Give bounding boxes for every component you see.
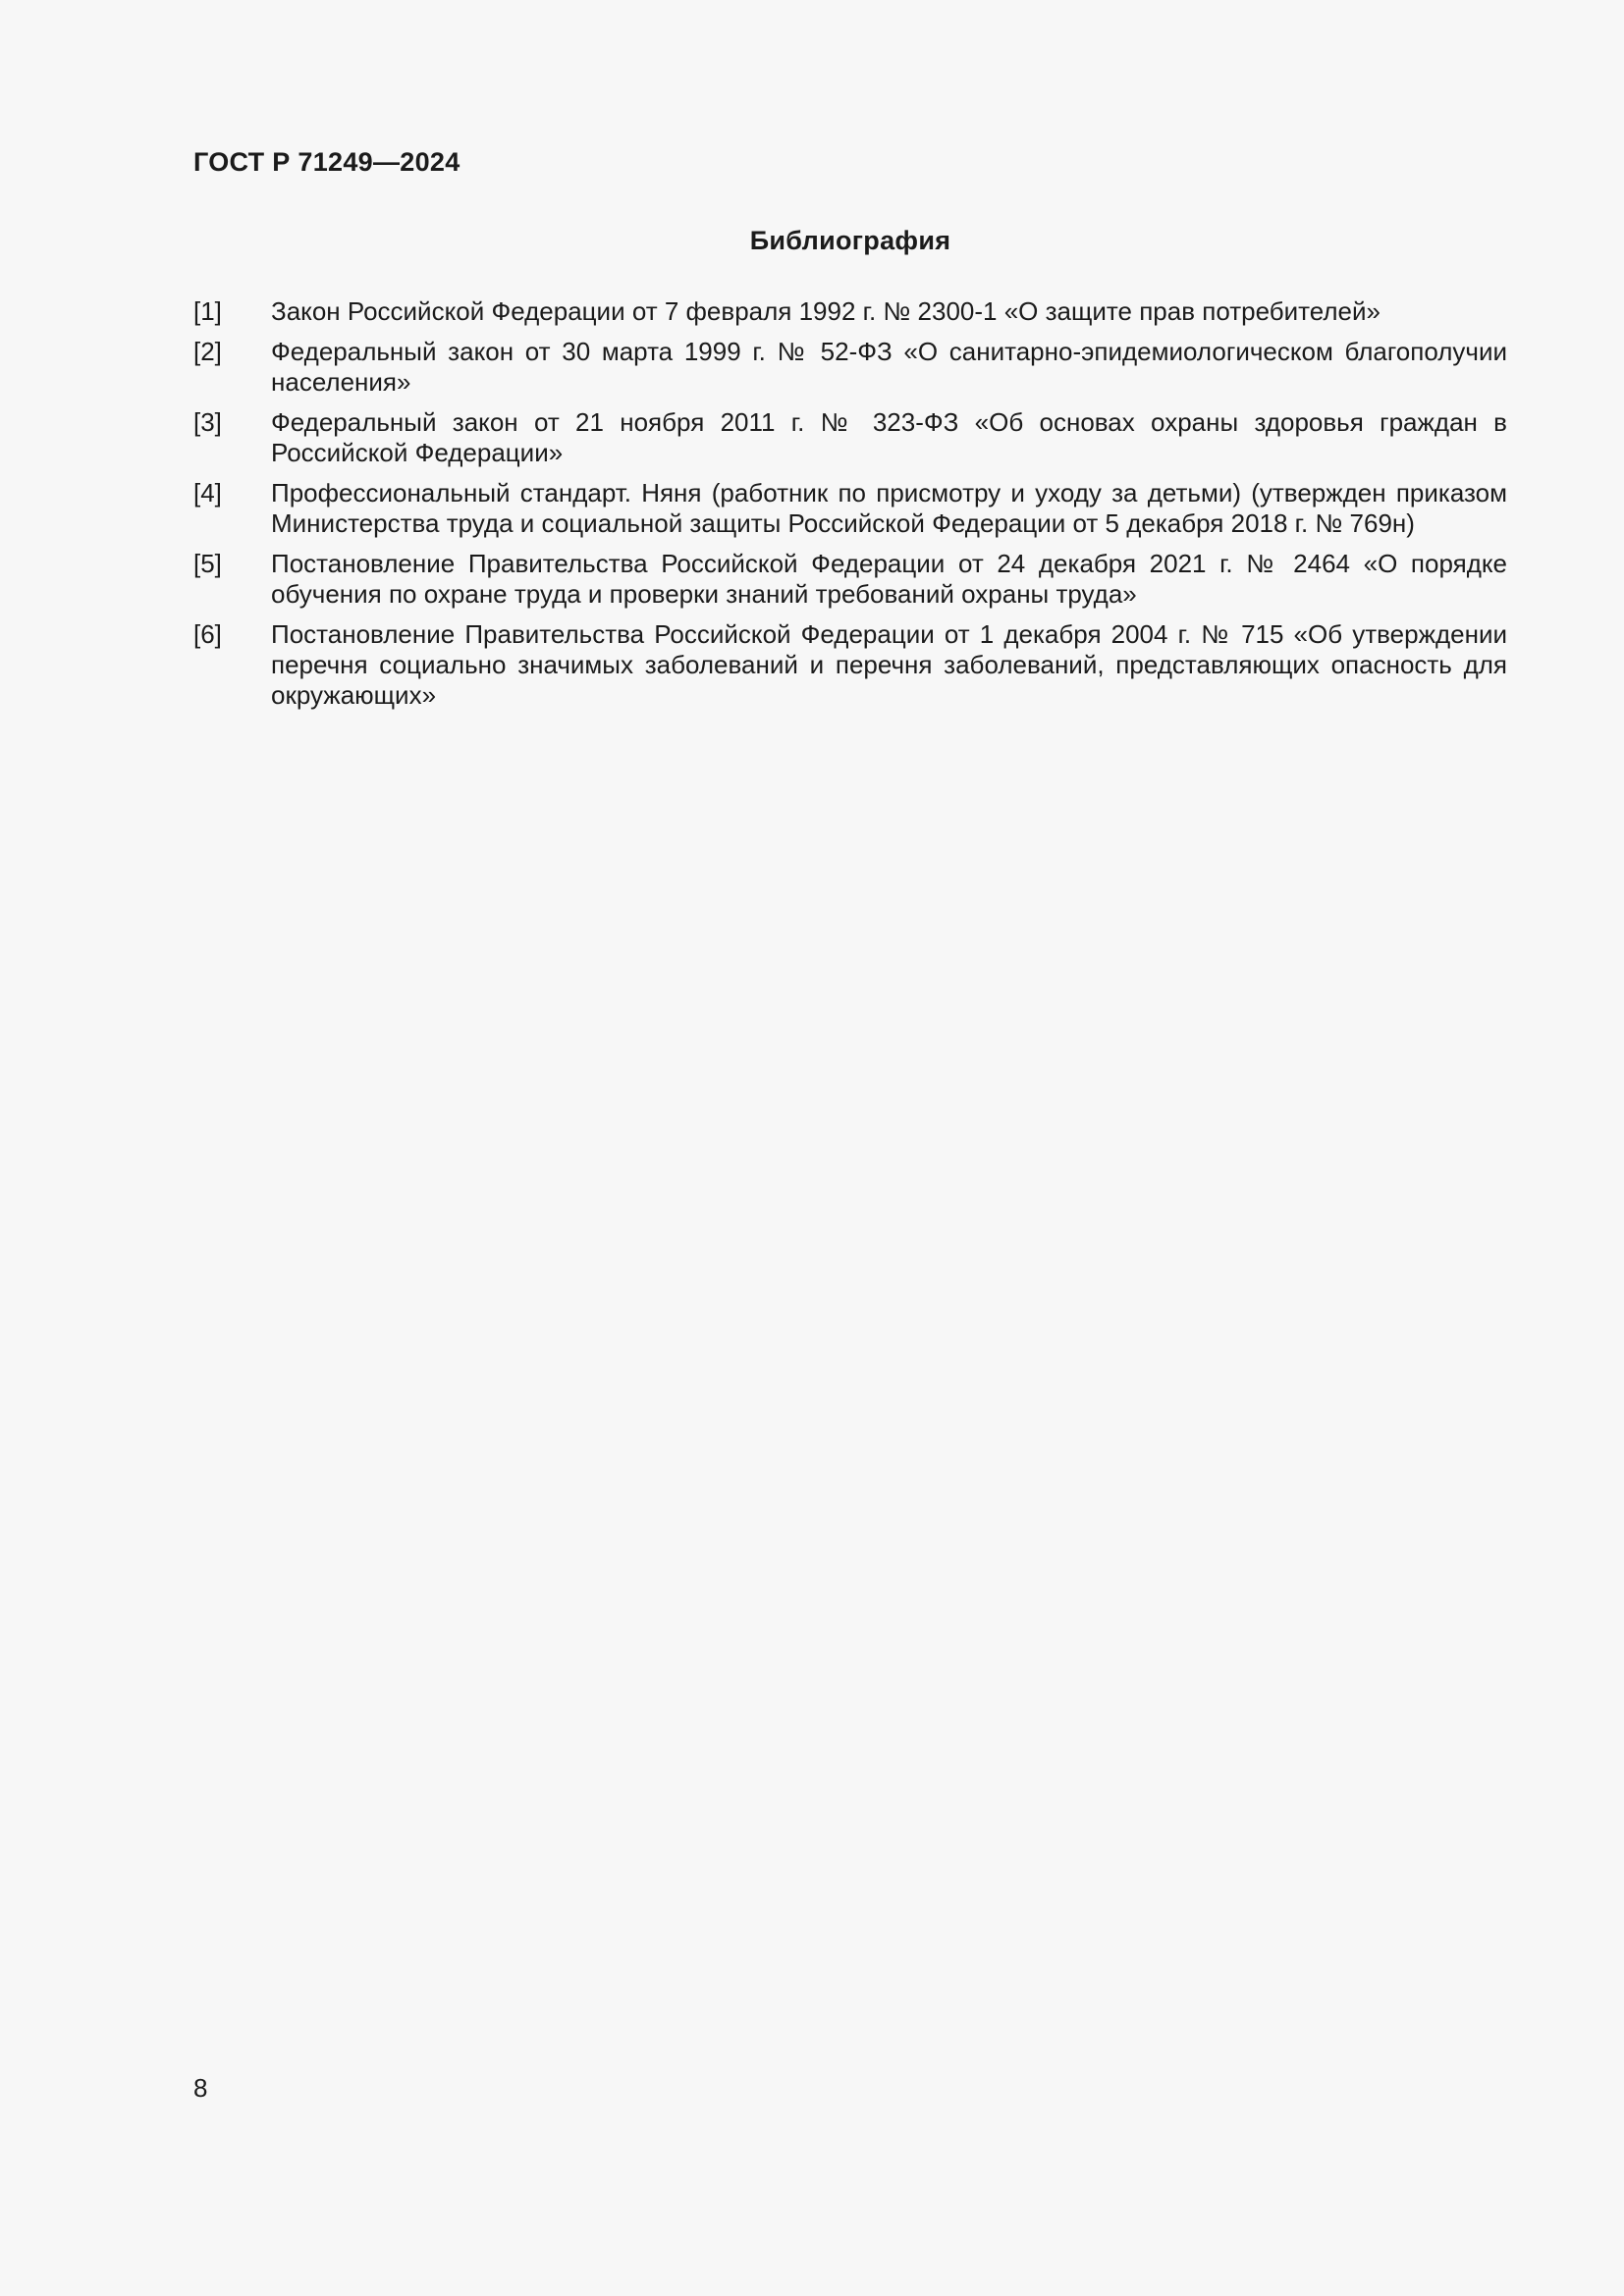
bibliography-entry-number: [6] [193, 619, 222, 649]
bibliography-entry-text: Закон Российской Федерации от 7 февраля 1992 г. № 2300-1 «О защите прав потребителей» [271, 296, 1380, 326]
bibliography-entry [193, 407, 1507, 468]
bibliography-entry [193, 549, 1507, 610]
bibliography-entry-number: [2] [193, 337, 222, 366]
bibliography-entry-number: [3] [193, 407, 222, 437]
bibliography-entry [193, 478, 1507, 539]
bibliography-entry [193, 619, 1507, 711]
bibliography-entry-text: Профессиональный стандарт. Няня (работник по присмотру и уходу за детьми) (утвержден приказом Министерства труда и социальной защиты Российской Федерации от 5 декабря 2018 г. № 769н) [271, 478, 1507, 538]
bibliography-entry [193, 337, 1507, 398]
bibliography-entry-number: [5] [193, 549, 222, 578]
bibliography-entry-text: Федеральный закон от 30 марта 1999 г. № 52-ФЗ «О санитарно-эпидемиологическом благополучии населения» [271, 337, 1507, 397]
bibliography-entry [193, 296, 1507, 327]
bibliography-list [193, 296, 1507, 721]
bibliography-entry-text: Постановление Правительства Российской Федерации от 24 декабря 2021 г. № 2464 «О порядке обучения по охране труда и проверки знаний требований охраны труда» [271, 549, 1507, 609]
bibliography-entry-number: [1] [193, 296, 222, 326]
document-code: ГОСТ Р 71249—2024 [193, 147, 460, 177]
bibliography-entry-text: Постановление Правительства Российской Федерации от 1 декабря 2004 г. № 715 «Об утверждении перечня социально значимых заболеваний и перечня заболеваний, представляющих опасность для окружающих» [271, 619, 1507, 710]
page-number: 8 [193, 2073, 208, 2103]
bibliography-entry-text: Федеральный закон от 21 ноября 2011 г. № 323-ФЗ «Об основах охраны здоровья граждан в Российской Федерации» [271, 407, 1507, 467]
section-title: Библиография [749, 226, 951, 255]
bibliography-entry-number: [4] [193, 478, 222, 507]
